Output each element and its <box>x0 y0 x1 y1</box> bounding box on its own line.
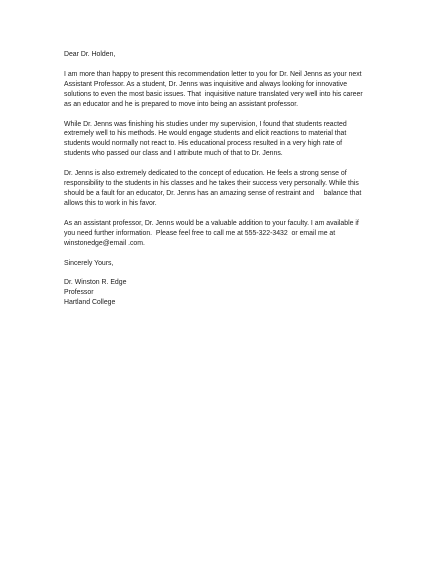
paragraph-line: I am more than happy to present this recommendation letter to you for Dr. Neil Jenns as your next <box>64 70 362 78</box>
paragraph-line: Dr. Jenns is also extremely dedicated to the concept of education. He feels a strong sense of <box>64 170 347 178</box>
paragraph-line: While Dr. Jenns was finishing his studies under my supervision, I found that students reacted <box>64 120 347 128</box>
paragraph-4 <box>64 219 400 249</box>
paragraph-line: winstonedge@email .com. <box>64 239 145 247</box>
signature-title: Professor <box>64 289 94 297</box>
paragraph-line: solutions to even the most basic issues. That inquisitive nature translated very well into his career <box>64 90 363 98</box>
salutation-text: Dear Dr. Holden, <box>64 51 116 58</box>
paragraph-1 <box>64 70 400 110</box>
salutation <box>64 50 400 60</box>
closing-text: Sincerely Yours, <box>64 259 114 267</box>
paragraph-line: Assistant Professor. As a student, Dr. Jenns was inquisitive and always looking for innovative <box>64 80 348 88</box>
paragraph-line: should be a fault for an educator, Dr. Jenns has an amazing sense of restraint and balance that <box>64 189 362 197</box>
signature-block <box>64 278 400 308</box>
signature-institution: Hartland College <box>64 299 116 307</box>
paragraph-2 <box>64 120 400 160</box>
paragraph-line: students who passed our class and I attribute much of that to Dr. Jenns. <box>64 150 283 158</box>
signature-name: Dr. Winston R. Edge <box>64 279 127 287</box>
paragraph-line: extremely well to his methods. He would engage students and elicit reactions to material that <box>64 130 347 138</box>
paragraph-line: as an educator and he is prepared to move into being an assistant professor. <box>64 100 299 108</box>
paragraph-line: students would normally not react to. His educational process resulted in a very high rate of <box>64 140 343 148</box>
paragraph-3 <box>64 169 400 209</box>
paragraph-line: responsibility to the students in his classes and he takes their success very personally. While this <box>64 180 359 188</box>
paragraph-line: As an assistant professor, Dr. Jenns would be a valuable addition to your faculty. I am available if <box>64 219 359 227</box>
paragraph-line: you need further information. Please feel free to call me at 555-322-3432 or email me at <box>64 229 336 237</box>
closing <box>64 259 400 269</box>
paragraph-line: allows this to work in his favor. <box>64 199 157 207</box>
